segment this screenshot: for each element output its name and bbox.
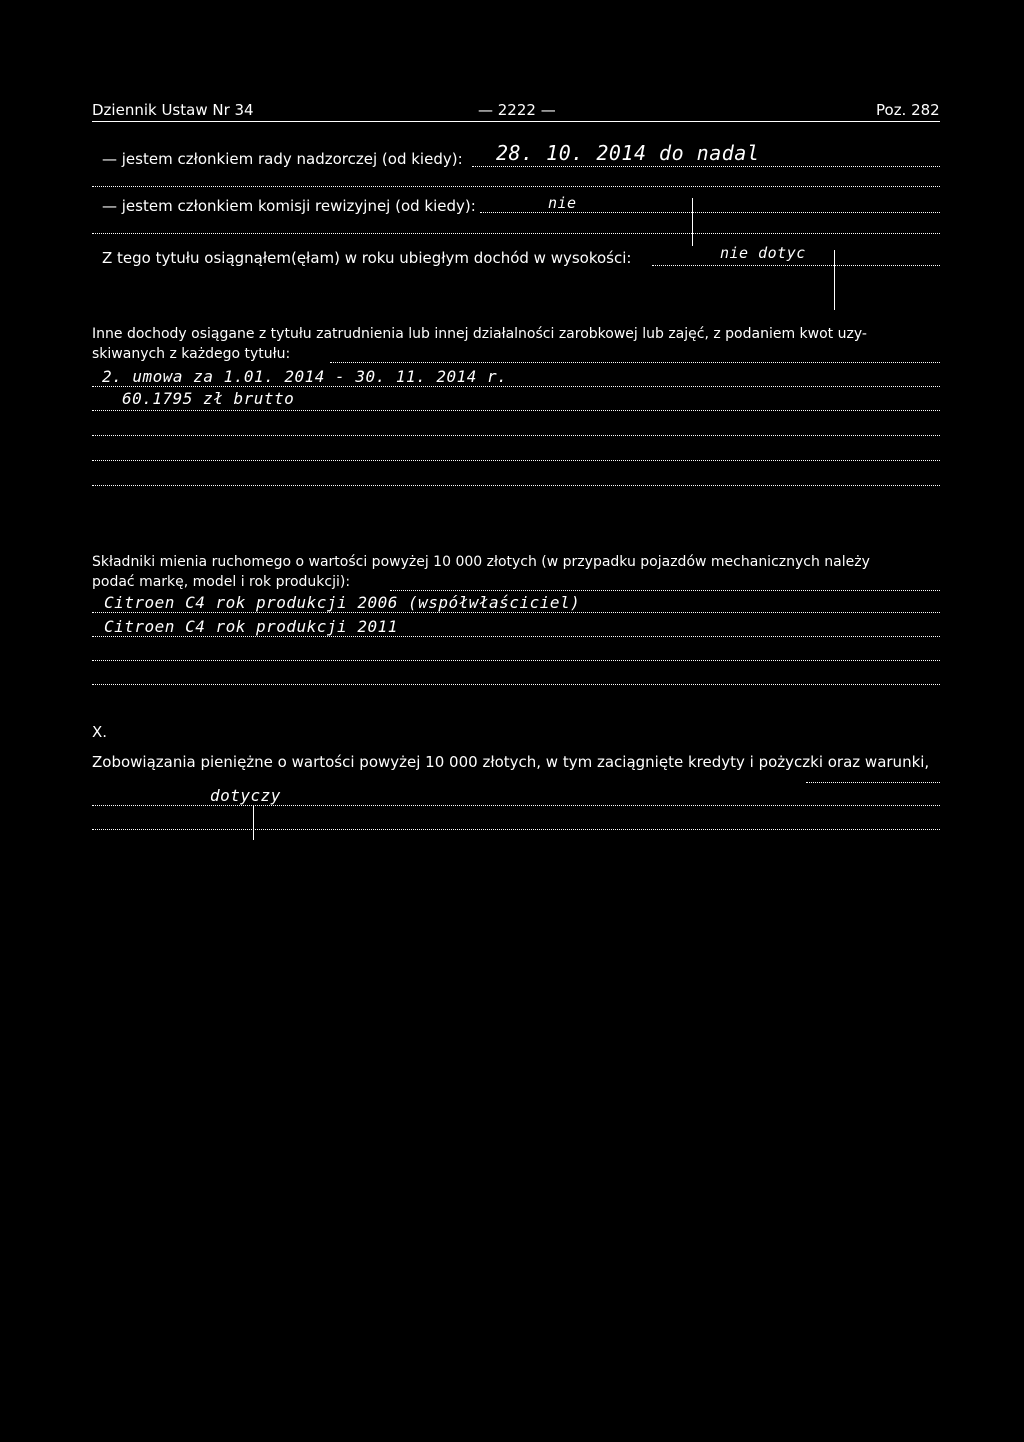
movable-property-dots-line2 bbox=[92, 636, 940, 637]
other-income-label-line2: skiwanych z każdego tytułu: bbox=[92, 346, 291, 362]
position-number: Poz. 282 bbox=[876, 101, 940, 119]
audit-committee-dots bbox=[480, 212, 940, 213]
strike-mark bbox=[692, 198, 693, 246]
blank-line bbox=[92, 460, 940, 461]
movable-property-dots bbox=[390, 590, 940, 591]
other-income-handwritten-line1: 2. umowa za 1.01. 2014 - 30. 11. 2014 r. bbox=[102, 367, 508, 386]
page-number: — 2222 — bbox=[478, 101, 556, 119]
income-label: Z tego tytułu osiągnąłem(ęłam) w roku ubiegłym dochód w wysokości: bbox=[102, 249, 632, 267]
blank-line bbox=[92, 684, 940, 685]
liabilities-label: Zobowiązania pieniężne o wartości powyżej 10 000 złotych, w tym zaciągnięte kredyty i pożyczki oraz warunki, bbox=[92, 753, 930, 771]
blank-line bbox=[92, 660, 940, 661]
other-income-label-line1: Inne dochody osiągane z tytułu zatrudnienia lub innej działalności zarobkowej lub zajęć, z podaniem kwot uzy- bbox=[92, 326, 867, 342]
blank-line bbox=[92, 485, 940, 486]
section-mark: X. bbox=[92, 723, 108, 741]
header-rule bbox=[92, 121, 940, 122]
strike-mark bbox=[834, 250, 835, 310]
blank-line bbox=[92, 233, 940, 234]
liabilities-handwritten: dotyczy bbox=[210, 786, 281, 805]
journal-title: Dziennik Ustaw Nr 34 bbox=[92, 101, 254, 119]
audit-committee-handwritten: nie bbox=[548, 194, 577, 212]
blank-line bbox=[92, 186, 940, 187]
other-income-dots bbox=[330, 362, 940, 363]
other-income-dots-line2 bbox=[92, 410, 940, 411]
other-income-dots-line1 bbox=[92, 386, 940, 387]
liabilities-dots-line2 bbox=[92, 829, 940, 830]
supervisory-board-label: — jestem członkiem rady nadzorczej (od kiedy): bbox=[102, 150, 463, 168]
income-dots bbox=[652, 265, 940, 266]
income-handwritten: nie dotyc bbox=[720, 244, 806, 262]
liabilities-dots-line1 bbox=[92, 805, 940, 806]
movable-property-handwritten-line2: Citroen C4 rok produkcji 2011 bbox=[104, 617, 398, 636]
strike-mark bbox=[253, 806, 254, 840]
movable-property-handwritten-line1: Citroen C4 rok produkcji 2006 (współwłaściciel) bbox=[104, 593, 581, 612]
liabilities-dots bbox=[806, 782, 940, 783]
audit-committee-label: — jestem członkiem komisji rewizyjnej (od kiedy): bbox=[102, 197, 476, 215]
supervisory-board-dots bbox=[472, 166, 940, 167]
supervisory-board-handwritten: 28. 10. 2014 do nadal bbox=[496, 141, 760, 165]
movable-property-label-line1: Składniki mienia ruchomego o wartości powyżej 10 000 złotych (w przypadku pojazdów mechanicznych należy bbox=[92, 554, 870, 570]
blank-line bbox=[92, 435, 940, 436]
other-income-handwritten-line2: 60.1795 zł brutto bbox=[122, 389, 295, 408]
movable-property-label-line2: podać markę, model i rok produkcji): bbox=[92, 574, 351, 590]
movable-property-dots-line1 bbox=[92, 612, 940, 613]
